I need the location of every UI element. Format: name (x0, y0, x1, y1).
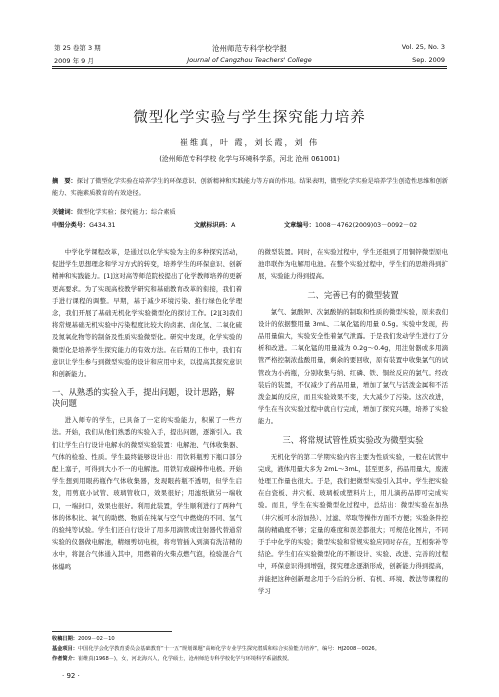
header-rule-2 (52, 68, 447, 69)
abstract-text: 探讨了微型化学实验在培养学生的环保意识、创新精神和实践能力等方面的作用。结果表明，微型化学实验是培养学生创造性思维和创新能力、实施素质教育的有效途径。 (52, 178, 448, 197)
affiliation: (沧州师范专科学校 化学与环境科学系，河北 沧州 061001) (159, 155, 340, 163)
clc-value: G434.31 (89, 222, 116, 229)
doc-code (194, 220, 235, 229)
section-2-title: 二、完善已有的微型装置 (307, 289, 399, 300)
keywords (52, 207, 448, 219)
article-id-value: 1008－4762(2009)03－0092－02 (314, 222, 418, 229)
clc-label: 中图分类号： (52, 222, 90, 229)
section-3-paragraph: 无机化学的第二学期实验内容主要为性质实验，一般在试管中完成，液体用量大多为 2mL～3mL，甚至更多，药品用量大，废液处理工作量也很大。于是，我们把微型实验引入其中。学生把实验在白瓷板、井穴板、玻璃板或塑料片上，用儿滴药品即可完成实验。而且，学生在实验微型化过程中，总结出：微型实验在加热（井穴板可水浴加热）、过滤、萃取等操作方面不方便；实验条件控制的精确度不够；定量的难度和误差都很大；可规范化图片，不同于手中化学的实验；微型实验和常规实验应同时存在，互相弥补等结论。学生们在实验微型化的不断设计、实验、改进、完善的过程中，环保意识得到增强，探究理念逐渐形成，创新能力得到提高，并能把这种创新理念用于今后的分析、有机、环境、教法等课程的学习 (258, 452, 448, 595)
doc-code-value: A (231, 222, 236, 229)
article-id-label: 文章编号： (284, 222, 315, 229)
journal-cn: 沧州师范专科学校学报 (212, 44, 287, 53)
abstract-label: 摘 要： (52, 178, 77, 185)
section-2-paragraph: 氯气、氯酸钾、次氯酸钠的制取和性质的微型实验，原来我们设计的依据整用量 3mL、二氧化锰的用量 0.5g。实验中发现，药品用量偏大，实验安全性着氯气泄露。于是我们发动学生进行了分析和改进。二氧化锰的用量减为 0.2g～0.4g，用注射器或多用滴管严格控制浓盐酸用量，剩余的要回收，原有装置中收集氯气的试管改为小药瓶，分别收集与纳、红磷、铁、铜丝反应的氯气。经改装后的装置，不仅减少了药品用量，增加了氯气与活泼金属和不活泼金属的反应，而且实验效果不变，大大减少了污染。这次改进，学生在当次实验过程中就自行完成，增加了探究兴趣，培养了实验能力。 (258, 307, 448, 426)
keywords-text: 微型化学实验；探究能力；综合素质 (76, 209, 176, 216)
keywords-label: 关键词： (52, 209, 77, 216)
abstract (52, 176, 448, 200)
page-number: · 92 · (62, 672, 80, 680)
doc-code-label: 文献标识码： (194, 222, 232, 229)
volume-en: Vol. 25, No. 3 (401, 43, 445, 51)
author-bio: 作者简介：崔维真(1968－)，女，河北海兴人，化学硕士，沧州师范专科学校化学与环境科学系副教授。 (52, 656, 293, 662)
article-id (284, 220, 417, 229)
date-en: Sep. 2009 (412, 56, 445, 64)
journal-en: Journal of Cangzhou Teachers' College (187, 56, 312, 64)
left-column (52, 246, 242, 573)
volume-cn: 第 25 卷第 3 期 (54, 44, 101, 52)
section-1-paragraph: 进入师专的学生，已具备了一定的实验能力，积累了一些方法。开始，我们从他们熟悉的实验入手，提出问题，逐渐引入。我们让学生自行设计电解水的微型实验装置：电解池、气体收集器、气体的检验、性质。学生最终能够设计出：用饮料瓶剪下瓶口部分配上塞子，可得到大小不一的电解池。用铁钉或碳棒作电极。开始学生想到用眼药瓶作气体收集器，发现眼药瓶不透明，但学生启发，用剪底小试管、玻璃管收口，效果很好；用滤纸做另一端收口，一端封口，效果也很好。利用此装置，学生顺利进行了两种气体的体积比、氧气的助燃、物质在纯氧与空气中燃烧的不同、氢气的验纯等试验。学生们还自行设计了用多用滴管或注射器代替通常实验的仪器做电解池，精细剪切电极，将弯管插入到滴有洗洁精的水中，将混合气体通入其中，用燃着的火柴点燃气泡，检验混合气体爆鸣 (52, 416, 242, 571)
footnotes (52, 634, 448, 664)
footnote-rule (52, 631, 172, 632)
date-cn: 2009 年 9 月 (54, 57, 94, 65)
right-column (258, 246, 448, 597)
header-rule (52, 66, 447, 67)
authors: 崔维真，叶 霞，刘长霞，刘 伟 (179, 138, 320, 147)
received-date: 收稿日期：2009－02－10 (52, 636, 115, 642)
clc (52, 220, 116, 229)
fund-info: 基金项目：中国化学会化学教育委员会基础教育“十一五”规划课题“高师化学专业学生探究潜质和综合实验能力培养”，编号：HJ2008－0026。 (52, 646, 380, 652)
section-1-title: 一、从熟悉的实验入手，提出问题，设计思路，解决问题 (52, 387, 235, 409)
intro-paragraph: 中学化学课程改革，是通过以化学实验为主的多种探究活动，促进学生思想理念和学习方式的转变，培养学生的环保意识、创新精神和实践能力。[1]这对高等师范院校提出了化学教师培养的更新更高要求。为了实现高校教学研究和基础教育改革的衔接，我们着手进行课程的调整。早期，基于减少环境污染、推行绿色化学理念，我们开展了基础无机化学实验微型化的探讨工作。[2][3]我们将常规基础无机实验中污染程度比较大的卤素、卤化氢、二氧化硫及氮氧化物等的制备及性质实验微型化。研究中发现，化学实验的微型化是培养学生探究能力的有效方法。在后期的工作中，我们有意识让学生参与到微型实验的设计和应用中来，以提高其探究意识和创新能力。 (52, 248, 242, 379)
section-3-title: 三、将常规试管性质实验改为微型实验 (282, 434, 424, 445)
right-cont-paragraph: 的微型装置。同时，在实验过程中，学生还组到了用铜锌微型原电池串联作为电解用电池。在整个实验过程中，学生们的思维得到扩展，实验能力得到提高。 (258, 248, 448, 281)
article-title: 微型化学实验与学生探究能力培养 (133, 110, 366, 126)
